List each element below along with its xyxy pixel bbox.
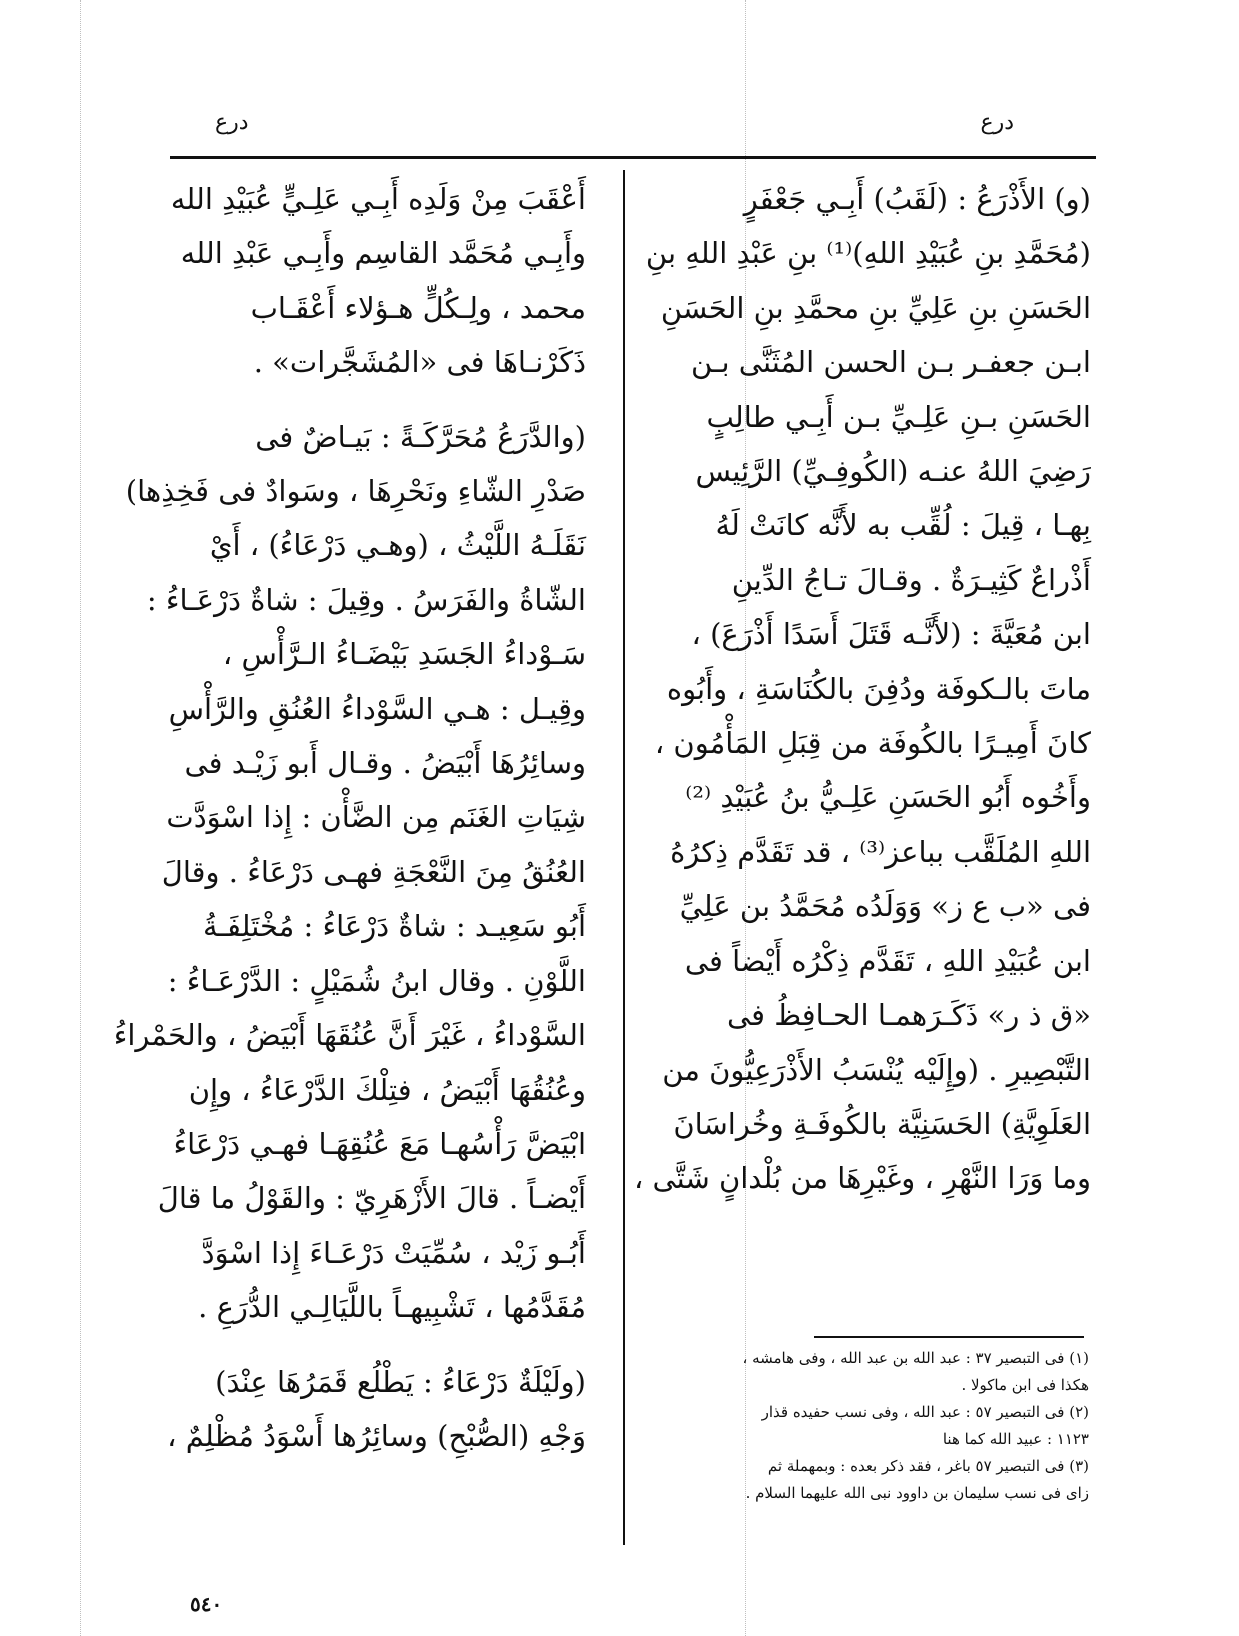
text-line: ذَكَرْنـاهَا فى «المُشَجَّرات» . — [253, 345, 586, 380]
text-line: وما وَرَا النَّهْرِ ، وغَيْرِهَا من بُلْدانٍ شَتَّى ، — [633, 1161, 1091, 1196]
text-line: شِيَاتِ الغَنَم مِن الضَّأْن : إِذا اسْوَدَّت — [166, 800, 586, 835]
text-line: كانَ أَمِيـرًا بالكُوفَة من قِبَلِ المَأْمُون ، — [654, 726, 1091, 761]
left-column — [113, 172, 586, 1463]
text-line: سَـوْداءُ الجَسَدِ بَيْضَـاءُ الـرَّأْسِ ، — [222, 637, 586, 672]
footnote-line: (٣) فى التبصير ٥٧ باغر ، فقد ذكر بعده : وبمهملة ثم — [767, 1457, 1089, 1475]
text-line: محمد ، ولِـكُلٍّ هـؤلاء أَعْقَـاب — [250, 290, 586, 325]
right-column — [633, 172, 1091, 1206]
footnote-line: (٢) فى التبصير ٥٧ : عبد الله ، وفى نسب حفيده قذار — [761, 1403, 1089, 1421]
text-line: الشّاةُ والفَرَسُ . وقِيلَ : شاةٌ دَرْعَـاءُ : — [146, 582, 586, 617]
text-line: صَدْرِ الشّاءِ ونَحْرِهَا ، وسَوادٌ فى فَخِذِها) — [125, 474, 586, 509]
text-line: رَضِيَ اللهُ عنـه (الكُوفِـيِّ) الرَّئِيس — [695, 454, 1091, 489]
text-line: التَّبْصِيرِ . (وإِلَيْه يُنْسَبُ الأَذْرَعِيُّونَ من — [662, 1052, 1091, 1087]
text-line: اللهِ المُلَقَّب بباعز⁽³⁾ ، قد تَقَدَّم ذِكرُهُ — [670, 834, 1091, 869]
text-line: فى «ب ع ز» وَوَلَدُه مُحَمَّدُ بن عَلِيِّ — [679, 889, 1091, 924]
text-line: وعُنُقُهَا أَبْيَضُ ، فتِلْكَ الدَّرْعَاءُ ، وإِن — [188, 1072, 586, 1107]
text-line: مُقَدَّمُها ، تَشْبِيهـاً باللَّيَالِـي الدُّرَعِ . — [198, 1290, 586, 1325]
footnote-line: (١) فى التبصير ٣٧ : عبد الله بن عبد الله ، وفى هامشه ، — [742, 1349, 1089, 1367]
text-line: العَلَوِيَّةِ) الحَسَنِيَّة بالكُوفَـةِ وخُراسَانَ — [673, 1106, 1091, 1141]
text-line: (مُحَمَّدِ بنِ عُبَيْدِ اللهِ)⁽¹⁾ بنِ عَبْدِ اللهِ بنِ — [645, 236, 1091, 271]
page-number: ٥٤٠ — [190, 1592, 223, 1616]
column-divider — [623, 170, 625, 1545]
text-line: الحَسَنِ بنِ عَلِيِّ بنِ محمَّدِ بنِ الحَسَنِ — [660, 290, 1091, 325]
footnotes — [671, 1345, 1089, 1507]
text-line: ابـن جعفـر بـن الحسن المُثَنَّى بـن — [690, 345, 1091, 380]
text-line: ابن مُعَيَّةَ : (لأَنَّـه قَتَلَ أَسَدًا أَذْرَعَ) ، — [691, 617, 1091, 652]
text-line: (ولَيْلَةٌ دَرْعَاءُ : يَطْلُع قَمَرُهَا عِنْدَ) — [215, 1364, 586, 1399]
text-line: اللَّوْنِ . وقال ابنُ شُمَيْلٍ : الدَّرْعَـاءُ : — [167, 963, 586, 998]
text-line: أَعْقَبَ مِنْ وَلَدِه أَبِـي عَلِـيٍّ عُبَيْدِ الله — [170, 182, 586, 216]
text-line: أَبُـو زَيْد ، سُمِّيَتْ دَرْعَـاءَ إِذا اسْوَدَّ — [201, 1235, 586, 1270]
text-line: أَذْراعٌ كَثِيـرَةٌ . وقـالَ تـاجُ الدِّينِ — [731, 562, 1091, 597]
text-line: بِهـا ، قِيلَ : لُقِّب به لأَنَّه كانَتْ لَهُ — [715, 508, 1091, 543]
text-line: نَقَلَـهُ اللَّيْثُ ، (وهـي دَرْعَاءُ) ، أَيْ — [209, 528, 586, 563]
running-header-left: درع — [215, 110, 249, 135]
text-line: (والدَّرَعُ مُحَرَّكَـةً : بَيـاضٌ فى — [255, 419, 586, 454]
text-line: (و) الأَذْرَعُ : (لَقَبُ) أَبِـي جَعْفَرٍ — [743, 182, 1091, 216]
text-line: وَجْهِ (الصُّبْحِ) وسائِرُها أَسْوَدُ مُظْلِمٌ ، — [167, 1418, 586, 1453]
paragraph-gap — [166, 1335, 586, 1355]
text-line: العُنُقُ مِنَ النَّعْجَةِ فهـى دَرْعَاءُ . وقالَ — [161, 854, 586, 889]
footnote-line: ١١٢٣ : عبيد الله كما هنا — [942, 1430, 1089, 1448]
text-line: ابْيَضَّ رَأْسُهـا مَعَ عُنُقِهَـا فهـي دَرْعَاءُ — [173, 1126, 586, 1161]
text-line: السَّوْداءُ ، غَيْرَ أَنَّ عُنُقَهَا أَبْيَضُ ، والحَمْراءُ — [113, 1018, 586, 1053]
text-line: ماتَ بالـكوفَة ودُفِنَ بالكُنَاسَةِ ، وأَبُوه — [666, 671, 1091, 706]
text-line: وأَبِـي مُحَمَّد القاسِم وأَبِـي عَبْدِ الله — [180, 236, 586, 271]
text-line: وسائِرُهَا أَبْيَضُ . وقـال أَبو زَيْـد فى — [184, 746, 586, 781]
footnote-line: هكذا فى ابن ماكولا . — [961, 1376, 1089, 1394]
paragraph-gap — [166, 390, 586, 410]
text-line: وأَخُوه أَبُو الحَسَنِ عَلِـيُّ بنُ عُبَيْدِ ⁽²⁾ — [685, 780, 1091, 815]
footnote-rule — [814, 1336, 1084, 1338]
text-line: وقِيـل : هـي السَّوْداءُ العُنُقِ والرَّأْسِ — [168, 691, 586, 726]
header-rule — [170, 156, 1096, 159]
text-line: الحَسَنِ بـنِ عَلِـيِّ بـن أَبِـي طالِبٍ — [706, 399, 1091, 434]
text-line: أَيْضـاً . قالَ الأَزْهَرِيّ : والقَوْلُ ما قالَ — [157, 1181, 586, 1216]
scan-fold-mark — [80, 0, 81, 1636]
text-line: أَبُو سَعِيـد : شاةٌ دَرْعَاءُ : مُخْتَلِفَـةُ — [202, 909, 586, 944]
running-header-right: درع — [980, 110, 1014, 135]
text-line: ابن عُبَيْدِ اللهِ ، تَقَدَّم ذِكْرُه أَيْضاً فى — [684, 943, 1091, 978]
text-line: «ق ذ ر» ذَكَـرَهمـا الحـافِظُ فى — [727, 998, 1091, 1033]
footnote-line: زاى فى نسب سليمان بن داوود نبى الله عليهما السلام . — [745, 1484, 1089, 1502]
